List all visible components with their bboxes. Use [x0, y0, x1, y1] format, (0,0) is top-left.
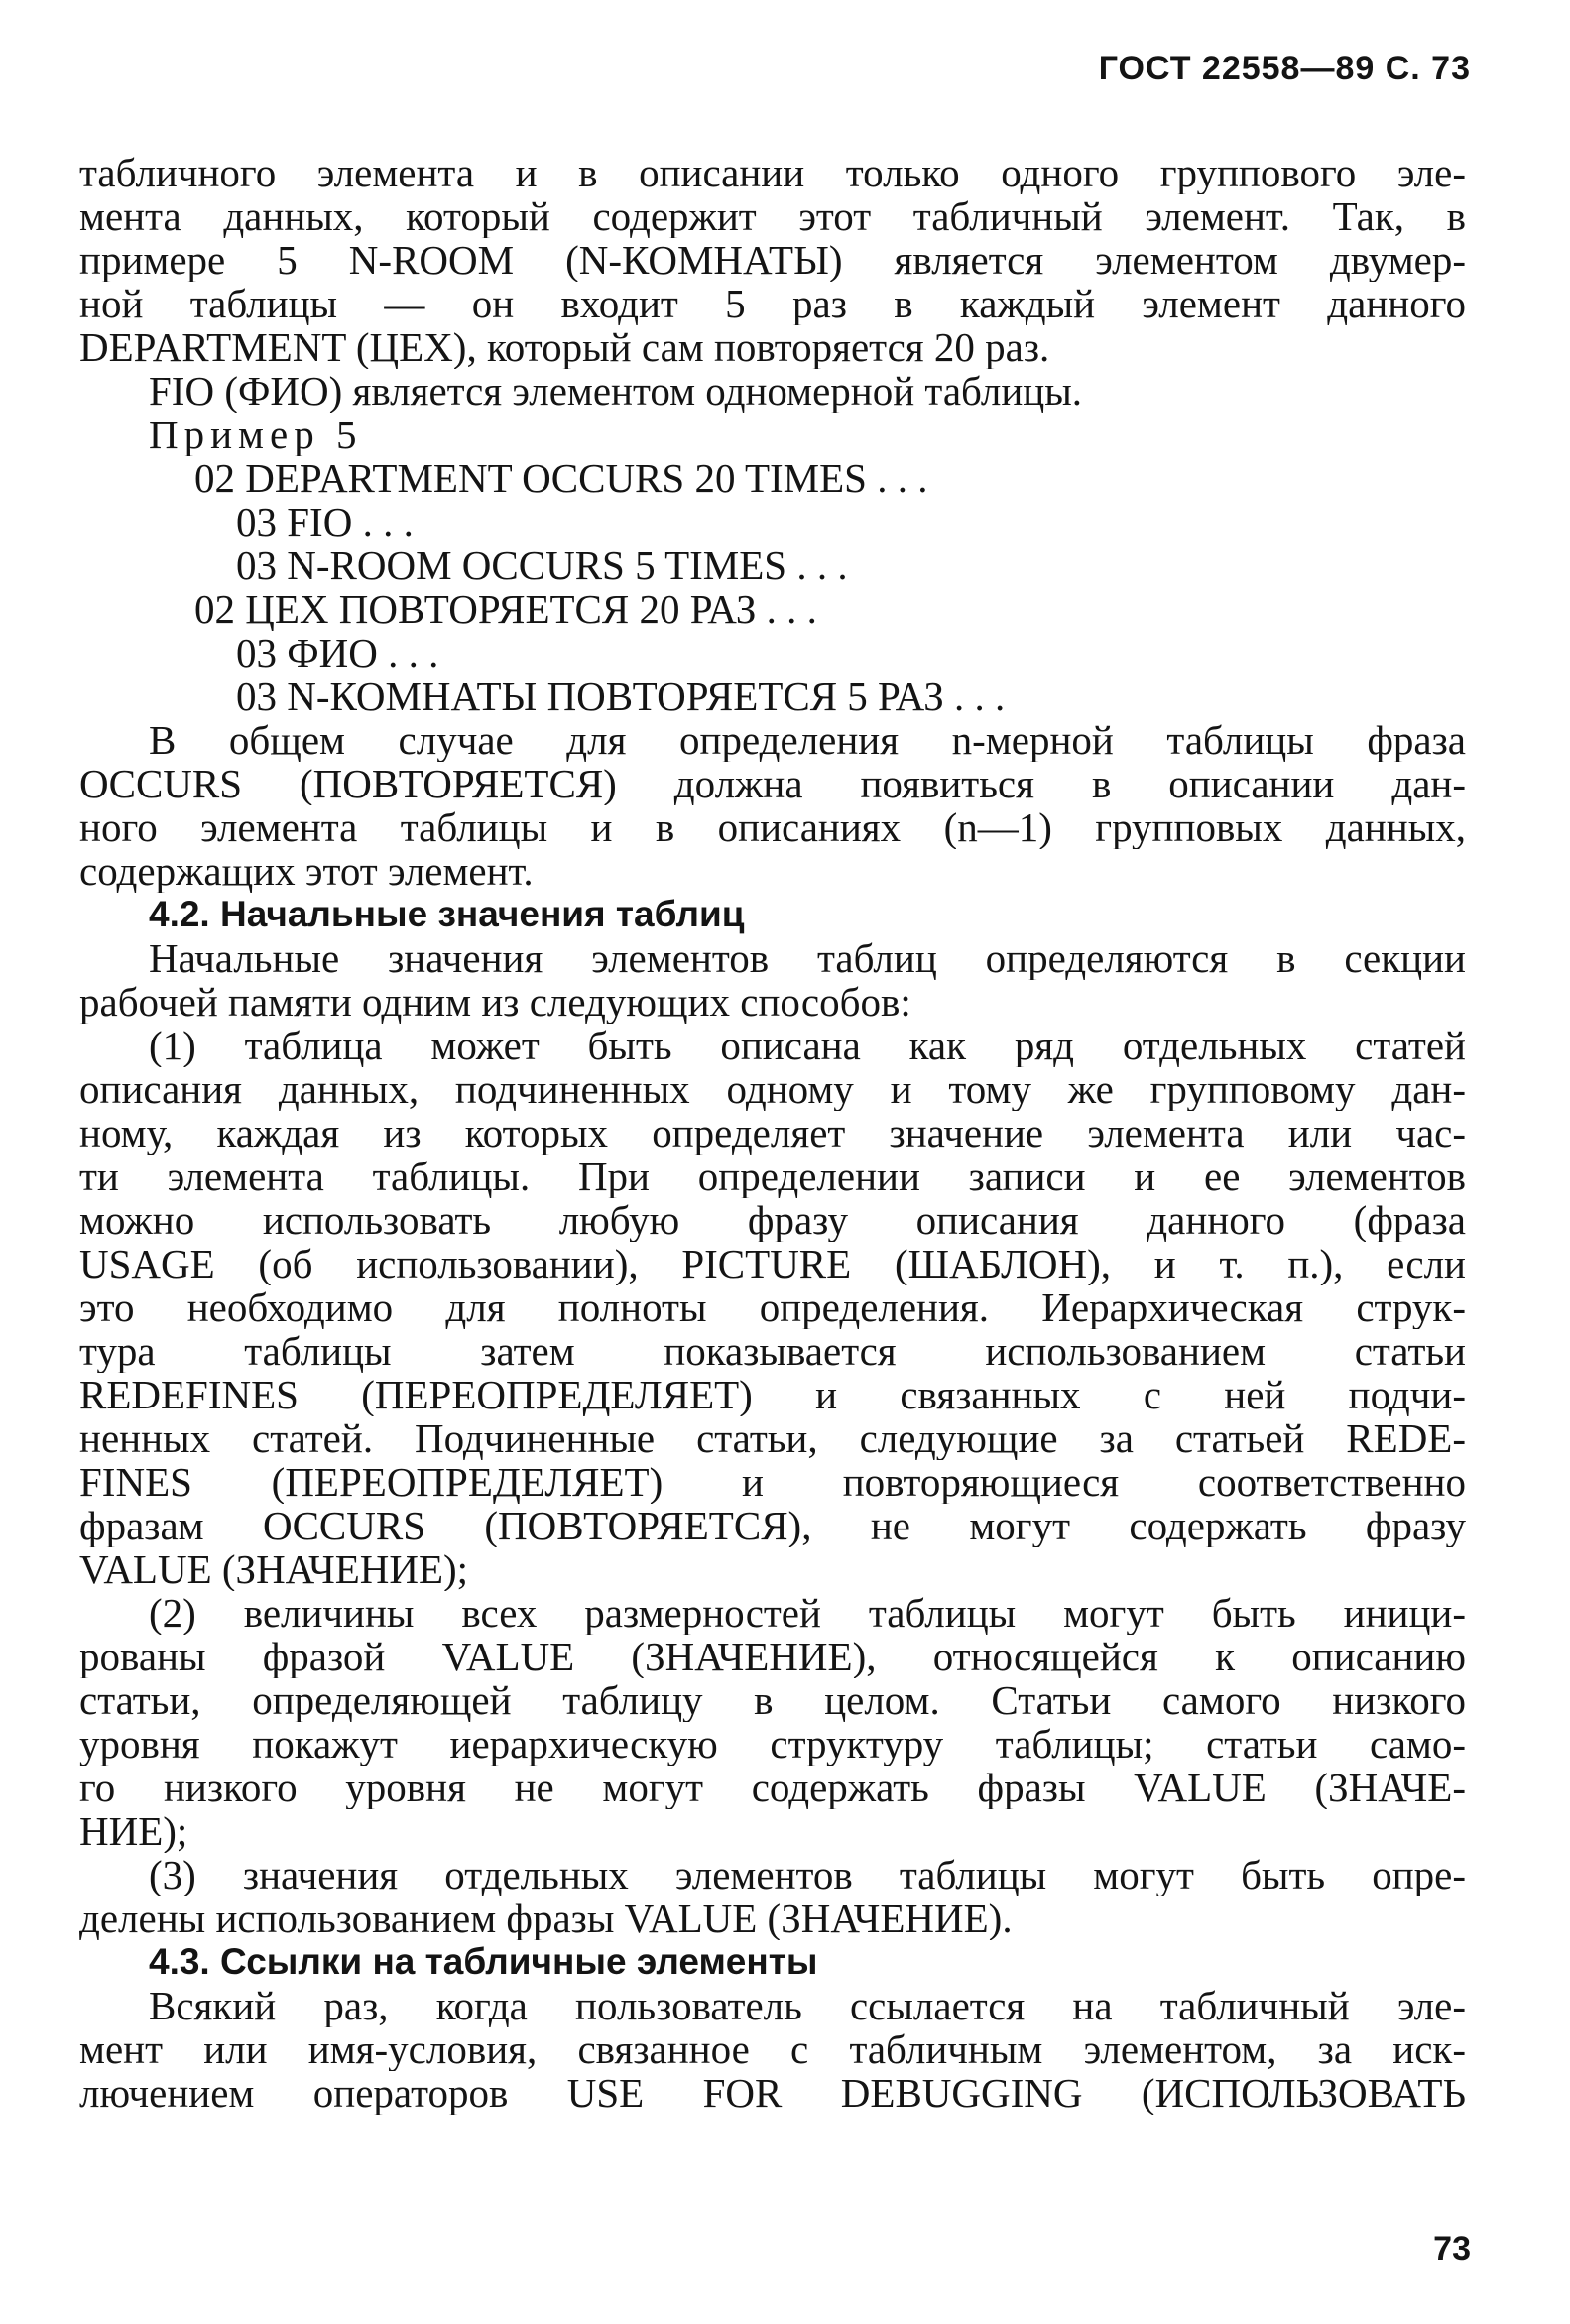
code-line: 02 DEPARTMENT OCCURS 20 TIMES . . . [194, 456, 928, 500]
text-line: уровня покажут иерархическую структуру таблицы; статьи само- [79, 1722, 1466, 1766]
list-item-line: (3) значения отдельных элементов таблицы могут быть опре- [149, 1853, 1466, 1896]
list-item-line: (1) таблица может быть описана как ряд отдельных статей [149, 1024, 1466, 1067]
code-line: 03 ФИО . . . [236, 631, 439, 674]
text-line: примере 5 N-ROOM (N-КОМНАТЫ) является элементом двумер- [79, 238, 1466, 282]
text-line: ти элемента таблицы. При определении записи и ее элементов [79, 1155, 1466, 1198]
list-item-line: (2) величины всех размерностей таблицы могут быть иници- [149, 1591, 1466, 1635]
text-line: В общем случае для определения n-мерной таблицы фраза [149, 718, 1466, 762]
text-line: можно использовать любую фразу описания данного (фраза [79, 1198, 1466, 1242]
text-line: REDEFINES (ПЕРЕОПРЕДЕЛЯЕТ) и связанных с ней подчи- [79, 1373, 1466, 1416]
text-line: статьи, определяющей таблицу в целом. Статьи самого низкого [79, 1678, 1466, 1722]
text-line: содержащих этот элемент. [79, 849, 534, 893]
text-line: VALUE (ЗНАЧЕНИЕ); [79, 1547, 469, 1591]
text-line: OCCURS (ПОВТОРЯЕТСЯ) должна появиться в описании дан- [79, 762, 1466, 805]
text-line: DEPARTMENT (ЦЕХ), который сам повторяется 20 раз. [79, 325, 1050, 369]
text-line: мент или имя-условия, связанное с табличным элементом, за иск- [79, 2027, 1466, 2071]
code-line: 03 N-КОМНАТЫ ПОВТОРЯЕТСЯ 5 РАЗ . . . [236, 674, 1006, 718]
text-line: фразам OCCURS (ПОВТОРЯЕТСЯ), не могут содержать фразу [79, 1504, 1466, 1547]
text-line: ной таблицы — он входит 5 раз в каждый элемент данного [79, 282, 1466, 325]
code-line: 03 FIO . . . [236, 500, 414, 544]
text-line: ненных статей. Подчиненные статьи, следующие за статьей REDE- [79, 1416, 1466, 1460]
text-line: лючением операторов USE FOR DEBUGGING (ИСПОЛЬЗОВАТЬ [79, 2071, 1466, 2115]
page-number: 73 [1433, 2230, 1471, 2267]
text-line: ному, каждая из которых определяет значение элемента или час- [79, 1111, 1466, 1155]
running-head: ГОСТ 22558—89 С. 73 [1098, 50, 1471, 87]
text-line: USAGE (об использовании), PICTURE (ШАБЛОН), и т. п.), если [79, 1242, 1466, 1285]
text-line: Начальные значения элементов таблиц определяются в секции [149, 936, 1466, 980]
text-line: делены использованием фразы VALUE (ЗНАЧЕНИЕ). [79, 1896, 1013, 1940]
text-line: FIO (ФИО) является элементом одномерной таблицы. [149, 369, 1082, 413]
section-heading: 4.2. Начальные значения таблиц [149, 894, 745, 934]
text-line: Всякий раз, когда пользователь ссылается на табличный эле- [149, 1984, 1466, 2027]
text-line: го низкого уровня не могут содержать фразы VALUE (ЗНАЧЕ- [79, 1766, 1466, 1809]
text-line: это необходимо для полноты определения. Иерархическая струк- [79, 1285, 1466, 1329]
text-line: НИЕ); [79, 1809, 188, 1853]
code-line: 03 N-ROOM OCCURS 5 TIMES . . . [236, 544, 848, 587]
text-line: рованы фразой VALUE (ЗНАЧЕНИЕ), относящейся к описанию [79, 1635, 1466, 1678]
text-line: тура таблицы затем показывается использованием статьи [79, 1329, 1466, 1373]
code-line: 02 ЦЕХ ПОВТОРЯЕТСЯ 20 РАЗ . . . [194, 587, 817, 631]
text-line: описания данных, подчиненных одному и тому же групповому дан- [79, 1067, 1466, 1111]
text-line: табличного элемента и в описании только одного группового эле- [79, 151, 1466, 194]
page-body [79, 151, 1466, 2115]
text-line: мента данных, который содержит этот табличный элемент. Так, в [79, 194, 1466, 238]
section-heading: 4.3. Ссылки на табличные элементы [149, 1941, 818, 1982]
text-line: ного элемента таблицы и в описаниях (n—1) групповых данных, [79, 805, 1466, 849]
example-label: Пример 5 [149, 413, 363, 456]
text-line: рабочей памяти одним из следующих способов: [79, 980, 911, 1024]
text-line: FINES (ПЕРЕОПРЕДЕЛЯЕТ) и повторяющиеся соответственно [79, 1460, 1466, 1504]
